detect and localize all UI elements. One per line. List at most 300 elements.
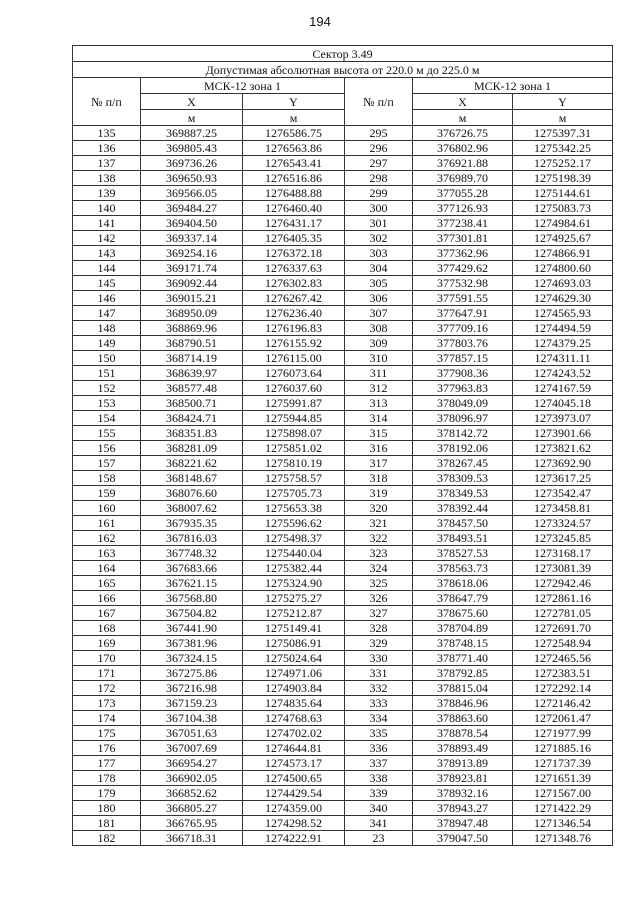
- point-number-right: 297: [345, 156, 413, 171]
- table-row: [73, 306, 613, 321]
- x-coord-left: 369887.25: [141, 126, 243, 141]
- x-coord-right: 378748.15: [413, 636, 513, 651]
- y-coord-left: 1275275.27: [243, 591, 345, 606]
- table-row: [73, 756, 613, 771]
- page-number: 194: [309, 14, 331, 29]
- y-header-right: Y: [513, 94, 613, 110]
- table-row: [73, 726, 613, 741]
- y-coord-right: 1274866.91: [513, 246, 613, 261]
- y-coord-left: 1275212.87: [243, 606, 345, 621]
- point-number-right: 337: [345, 756, 413, 771]
- point-number-left: 182: [73, 831, 141, 846]
- x-coord-right: 378349.53: [413, 486, 513, 501]
- y-coord-right: 1272781.05: [513, 606, 613, 621]
- x-coord-left: 368950.09: [141, 306, 243, 321]
- table-row: [73, 171, 613, 186]
- x-coord-left: 369254.16: [141, 246, 243, 261]
- y-coord-left: 1276115.00: [243, 351, 345, 366]
- point-number-right: 328: [345, 621, 413, 636]
- point-number-left: 169: [73, 636, 141, 651]
- y-coord-right: 1273245.85: [513, 531, 613, 546]
- table-row: [73, 561, 613, 576]
- point-number-right: 308: [345, 321, 413, 336]
- x-coord-left: 368076.60: [141, 486, 243, 501]
- x-coord-left: 368714.19: [141, 351, 243, 366]
- x-coord-right: 377238.41: [413, 216, 513, 231]
- x-coord-right: 378267.45: [413, 456, 513, 471]
- y-coord-left: 1275851.02: [243, 441, 345, 456]
- table-row: [73, 501, 613, 516]
- point-number-left: 175: [73, 726, 141, 741]
- x-coord-right: 378913.89: [413, 756, 513, 771]
- x-coord-right: 377055.28: [413, 186, 513, 201]
- table-row: [73, 486, 613, 501]
- y-coord-right: 1273324.57: [513, 516, 613, 531]
- y-coord-right: 1271422.29: [513, 801, 613, 816]
- y-coord-left: 1276337.63: [243, 261, 345, 276]
- table-row: [73, 801, 613, 816]
- height-range-title: Допустимая абсолютная высота от 220.0 м до 225.0 м: [73, 62, 613, 78]
- point-number-right: 322: [345, 531, 413, 546]
- point-number-right: 336: [345, 741, 413, 756]
- point-number-left: 136: [73, 141, 141, 156]
- x-coord-left: 368007.62: [141, 501, 243, 516]
- coordinates-table: [72, 45, 613, 846]
- point-number-left: 135: [73, 126, 141, 141]
- x-coord-left: 366765.95: [141, 816, 243, 831]
- x-coord-left: 367816.03: [141, 531, 243, 546]
- table-row: [73, 276, 613, 291]
- table-row: [73, 531, 613, 546]
- y-coord-right: 1274800.60: [513, 261, 613, 276]
- y-coord-left: 1274222.91: [243, 831, 345, 846]
- point-number-right: 317: [345, 456, 413, 471]
- y-coord-left: 1275758.57: [243, 471, 345, 486]
- point-number-right: 339: [345, 786, 413, 801]
- x-coord-right: 377429.62: [413, 261, 513, 276]
- y-coord-left: 1275898.07: [243, 426, 345, 441]
- point-number-left: 164: [73, 561, 141, 576]
- x-coord-left: 366954.27: [141, 756, 243, 771]
- y-coord-right: 1271567.00: [513, 786, 613, 801]
- point-number-right: 324: [345, 561, 413, 576]
- y-coord-left: 1276302.83: [243, 276, 345, 291]
- y-coord-right: 1275252.17: [513, 156, 613, 171]
- point-number-right: 306: [345, 291, 413, 306]
- x-coord-right: 377803.76: [413, 336, 513, 351]
- point-number-left: 172: [73, 681, 141, 696]
- x-coord-right: 376726.75: [413, 126, 513, 141]
- y-coord-right: 1272061.47: [513, 711, 613, 726]
- y-coord-left: 1274573.17: [243, 756, 345, 771]
- x-coord-left: 367441.90: [141, 621, 243, 636]
- table-row: [73, 321, 613, 336]
- table-row: [73, 336, 613, 351]
- point-number-left: 140: [73, 201, 141, 216]
- x-coord-left: 366902.05: [141, 771, 243, 786]
- point-number-right: 311: [345, 366, 413, 381]
- y-coord-left: 1275991.87: [243, 396, 345, 411]
- y-coord-left: 1276488.88: [243, 186, 345, 201]
- y-coord-right: 1275198.39: [513, 171, 613, 186]
- x-coord-right: 378878.54: [413, 726, 513, 741]
- point-number-left: 155: [73, 426, 141, 441]
- point-number-right: 296: [345, 141, 413, 156]
- x-coord-left: 367216.98: [141, 681, 243, 696]
- y-coord-right: 1274243.52: [513, 366, 613, 381]
- point-number-left: 163: [73, 546, 141, 561]
- point-number-left: 137: [73, 156, 141, 171]
- x-coord-left: 368148.67: [141, 471, 243, 486]
- x-coord-left: 367007.69: [141, 741, 243, 756]
- point-number-left: 141: [73, 216, 141, 231]
- x-coord-right: 377126.93: [413, 201, 513, 216]
- point-number-right: 334: [345, 711, 413, 726]
- x-coord-right: 377963.83: [413, 381, 513, 396]
- point-number-left: 148: [73, 321, 141, 336]
- x-coord-right: 378771.40: [413, 651, 513, 666]
- x-coord-left: 369484.27: [141, 201, 243, 216]
- y-coord-left: 1275596.62: [243, 516, 345, 531]
- y-coord-left: 1275705.73: [243, 486, 345, 501]
- point-number-left: 142: [73, 231, 141, 246]
- table-row: [73, 621, 613, 636]
- table-row: [73, 126, 613, 141]
- point-number-right: 330: [345, 651, 413, 666]
- y-coord-right: 1271737.39: [513, 756, 613, 771]
- unit-x-left: м: [141, 110, 243, 126]
- col-index-header-left: № п/п: [73, 78, 141, 126]
- point-number-left: 149: [73, 336, 141, 351]
- x-coord-left: 369736.26: [141, 156, 243, 171]
- point-number-left: 162: [73, 531, 141, 546]
- point-number-left: 151: [73, 366, 141, 381]
- point-number-right: 299: [345, 186, 413, 201]
- point-number-right: 333: [345, 696, 413, 711]
- y-coord-left: 1274768.63: [243, 711, 345, 726]
- y-coord-left: 1275653.38: [243, 501, 345, 516]
- point-number-right: 318: [345, 471, 413, 486]
- table-row: [73, 411, 613, 426]
- y-coord-right: 1274311.11: [513, 351, 613, 366]
- x-coord-left: 369566.05: [141, 186, 243, 201]
- y-coord-right: 1272146.42: [513, 696, 613, 711]
- table-row: [73, 291, 613, 306]
- y-coord-left: 1274644.81: [243, 741, 345, 756]
- y-coord-left: 1276267.42: [243, 291, 345, 306]
- point-number-right: 295: [345, 126, 413, 141]
- x-coord-right: 376989.70: [413, 171, 513, 186]
- y-coord-left: 1275324.90: [243, 576, 345, 591]
- y-coord-right: 1272691.70: [513, 621, 613, 636]
- x-coord-right: 378527.53: [413, 546, 513, 561]
- y-coord-left: 1275382.44: [243, 561, 345, 576]
- x-coord-right: 376921.88: [413, 156, 513, 171]
- y-coord-left: 1276037.60: [243, 381, 345, 396]
- y-coord-left: 1276460.40: [243, 201, 345, 216]
- x-coord-left: 369337.14: [141, 231, 243, 246]
- point-number-right: 331: [345, 666, 413, 681]
- y-coord-left: 1276236.40: [243, 306, 345, 321]
- y-coord-right: 1273458.81: [513, 501, 613, 516]
- table-row: [73, 516, 613, 531]
- x-coord-left: 368869.96: [141, 321, 243, 336]
- point-number-left: 171: [73, 666, 141, 681]
- table-row: [73, 666, 613, 681]
- x-coord-right: 378457.50: [413, 516, 513, 531]
- x-coord-right: 378392.44: [413, 501, 513, 516]
- system-header-right: МСК-12 зона 1: [413, 78, 613, 94]
- x-coord-right: 377362.96: [413, 246, 513, 261]
- y-coord-right: 1272383.51: [513, 666, 613, 681]
- y-coord-left: 1275810.19: [243, 456, 345, 471]
- x-coord-left: 367381.96: [141, 636, 243, 651]
- point-number-left: 180: [73, 801, 141, 816]
- y-coord-right: 1274629.30: [513, 291, 613, 306]
- x-coord-right: 378309.53: [413, 471, 513, 486]
- y-coord-left: 1275440.04: [243, 546, 345, 561]
- y-coord-left: 1275024.64: [243, 651, 345, 666]
- point-number-right: 319: [345, 486, 413, 501]
- y-coord-left: 1274702.02: [243, 726, 345, 741]
- point-number-left: 153: [73, 396, 141, 411]
- y-coord-right: 1274693.03: [513, 276, 613, 291]
- x-coord-left: 367568.80: [141, 591, 243, 606]
- y-coord-left: 1276586.75: [243, 126, 345, 141]
- table-row: [73, 141, 613, 156]
- point-number-left: 166: [73, 591, 141, 606]
- x-coord-right: 378142.72: [413, 426, 513, 441]
- table-row: [73, 231, 613, 246]
- x-coord-right: 378493.51: [413, 531, 513, 546]
- y-coord-right: 1274565.93: [513, 306, 613, 321]
- x-header-right: X: [413, 94, 513, 110]
- point-number-right: 314: [345, 411, 413, 426]
- point-number-right: 23: [345, 831, 413, 846]
- point-number-left: 181: [73, 816, 141, 831]
- x-coord-right: 378863.60: [413, 711, 513, 726]
- y-coord-right: 1272942.46: [513, 576, 613, 591]
- y-coord-left: 1275498.37: [243, 531, 345, 546]
- table-row: [73, 711, 613, 726]
- x-coord-right: 378192.06: [413, 441, 513, 456]
- x-coord-right: 378893.49: [413, 741, 513, 756]
- y-coord-left: 1276073.64: [243, 366, 345, 381]
- x-coord-left: 369092.44: [141, 276, 243, 291]
- point-number-left: 157: [73, 456, 141, 471]
- point-number-right: 304: [345, 261, 413, 276]
- x-coord-left: 367104.38: [141, 711, 243, 726]
- y-coord-right: 1273692.90: [513, 456, 613, 471]
- table-row: [73, 441, 613, 456]
- x-coord-right: 378932.16: [413, 786, 513, 801]
- x-coord-left: 368221.62: [141, 456, 243, 471]
- x-coord-right: 378923.81: [413, 771, 513, 786]
- sector-title: Сектор 3.49: [73, 46, 613, 62]
- y-coord-right: 1273973.07: [513, 411, 613, 426]
- y-coord-right: 1272548.94: [513, 636, 613, 651]
- col-index-header-right: № п/п: [345, 78, 413, 126]
- point-number-right: 315: [345, 426, 413, 441]
- y-coord-left: 1275944.85: [243, 411, 345, 426]
- y-header-left: Y: [243, 94, 345, 110]
- point-number-left: 159: [73, 486, 141, 501]
- table-row: [73, 381, 613, 396]
- y-coord-right: 1271977.99: [513, 726, 613, 741]
- point-number-left: 145: [73, 276, 141, 291]
- y-coord-left: 1274971.06: [243, 666, 345, 681]
- y-coord-right: 1275083.73: [513, 201, 613, 216]
- table-row: [73, 426, 613, 441]
- y-coord-left: 1276516.86: [243, 171, 345, 186]
- y-coord-right: 1273081.39: [513, 561, 613, 576]
- x-coord-right: 377301.81: [413, 231, 513, 246]
- y-coord-right: 1271651.39: [513, 771, 613, 786]
- x-coord-left: 368351.83: [141, 426, 243, 441]
- y-coord-left: 1276405.35: [243, 231, 345, 246]
- point-number-left: 143: [73, 246, 141, 261]
- y-coord-right: 1273821.62: [513, 441, 613, 456]
- point-number-left: 144: [73, 261, 141, 276]
- point-number-right: 316: [345, 441, 413, 456]
- unit-y-left: м: [243, 110, 345, 126]
- y-coord-left: 1276155.92: [243, 336, 345, 351]
- y-coord-left: 1276196.83: [243, 321, 345, 336]
- table-row: [73, 606, 613, 621]
- point-number-left: 138: [73, 171, 141, 186]
- point-number-left: 174: [73, 711, 141, 726]
- x-coord-right: 378096.97: [413, 411, 513, 426]
- y-coord-right: 1274045.18: [513, 396, 613, 411]
- point-number-left: 167: [73, 606, 141, 621]
- y-coord-left: 1276543.41: [243, 156, 345, 171]
- point-number-left: 152: [73, 381, 141, 396]
- point-number-right: 301: [345, 216, 413, 231]
- point-number-right: 312: [345, 381, 413, 396]
- x-coord-left: 368577.48: [141, 381, 243, 396]
- x-coord-left: 367748.32: [141, 546, 243, 561]
- point-number-right: 300: [345, 201, 413, 216]
- point-number-left: 158: [73, 471, 141, 486]
- x-coord-left: 368500.71: [141, 396, 243, 411]
- y-coord-right: 1271348.76: [513, 831, 613, 846]
- point-number-right: 303: [345, 246, 413, 261]
- x-coord-left: 368281.09: [141, 441, 243, 456]
- point-number-right: 327: [345, 606, 413, 621]
- table-row: [73, 831, 613, 846]
- x-coord-left: 366805.27: [141, 801, 243, 816]
- table-row: [73, 216, 613, 231]
- y-coord-right: 1273168.17: [513, 546, 613, 561]
- y-coord-right: 1274925.67: [513, 231, 613, 246]
- point-number-right: 341: [345, 816, 413, 831]
- y-coord-right: 1272292.14: [513, 681, 613, 696]
- x-coord-right: 378943.27: [413, 801, 513, 816]
- x-coord-left: 369650.93: [141, 171, 243, 186]
- y-coord-right: 1274984.61: [513, 216, 613, 231]
- point-number-left: 170: [73, 651, 141, 666]
- y-coord-left: 1274298.52: [243, 816, 345, 831]
- unit-y-right: м: [513, 110, 613, 126]
- table-row: [73, 456, 613, 471]
- table-row: [73, 246, 613, 261]
- x-coord-left: 367324.15: [141, 651, 243, 666]
- table-row: [73, 201, 613, 216]
- table-row: [73, 696, 613, 711]
- x-coord-left: 368790.51: [141, 336, 243, 351]
- y-coord-right: 1273901.66: [513, 426, 613, 441]
- point-number-left: 165: [73, 576, 141, 591]
- x-coord-left: 366852.62: [141, 786, 243, 801]
- x-coord-right: 377647.91: [413, 306, 513, 321]
- x-coord-right: 377591.55: [413, 291, 513, 306]
- x-coord-right: 378704.89: [413, 621, 513, 636]
- point-number-right: 313: [345, 396, 413, 411]
- x-coord-right: 378815.04: [413, 681, 513, 696]
- y-coord-left: 1274359.00: [243, 801, 345, 816]
- x-coord-left: 369404.50: [141, 216, 243, 231]
- point-number-left: 147: [73, 306, 141, 321]
- point-number-left: 160: [73, 501, 141, 516]
- point-number-left: 176: [73, 741, 141, 756]
- y-coord-left: 1276563.86: [243, 141, 345, 156]
- y-coord-right: 1271885.16: [513, 741, 613, 756]
- x-coord-right: 378792.85: [413, 666, 513, 681]
- point-number-right: 309: [345, 336, 413, 351]
- table-row: [73, 816, 613, 831]
- table-row: [73, 741, 613, 756]
- x-coord-right: 378675.60: [413, 606, 513, 621]
- y-coord-right: 1275144.61: [513, 186, 613, 201]
- table-row: [73, 351, 613, 366]
- y-coord-left: 1276431.17: [243, 216, 345, 231]
- point-number-right: 323: [345, 546, 413, 561]
- x-coord-left: 368424.71: [141, 411, 243, 426]
- x-coord-right: 378618.06: [413, 576, 513, 591]
- y-coord-left: 1274835.64: [243, 696, 345, 711]
- point-number-right: 305: [345, 276, 413, 291]
- x-coord-left: 367504.82: [141, 606, 243, 621]
- x-coord-right: 378846.96: [413, 696, 513, 711]
- table-row: [73, 186, 613, 201]
- x-coord-left: 368639.97: [141, 366, 243, 381]
- table-row: [73, 156, 613, 171]
- y-coord-right: 1274494.59: [513, 321, 613, 336]
- x-header-left: X: [141, 94, 243, 110]
- x-coord-left: 367159.23: [141, 696, 243, 711]
- x-coord-left: 367683.66: [141, 561, 243, 576]
- point-number-right: 329: [345, 636, 413, 651]
- y-coord-left: 1274429.54: [243, 786, 345, 801]
- x-coord-left: 369015.21: [141, 291, 243, 306]
- x-coord-right: 376802.96: [413, 141, 513, 156]
- x-coord-right: 379047.50: [413, 831, 513, 846]
- point-number-left: 156: [73, 441, 141, 456]
- point-number-left: 179: [73, 786, 141, 801]
- table-row: [73, 576, 613, 591]
- y-coord-right: 1274379.25: [513, 336, 613, 351]
- point-number-left: 173: [73, 696, 141, 711]
- x-coord-left: 367275.86: [141, 666, 243, 681]
- y-coord-right: 1275342.25: [513, 141, 613, 156]
- point-number-right: 321: [345, 516, 413, 531]
- x-coord-right: 377908.36: [413, 366, 513, 381]
- x-coord-right: 378049.09: [413, 396, 513, 411]
- y-coord-right: 1274167.59: [513, 381, 613, 396]
- x-coord-left: 367621.15: [141, 576, 243, 591]
- point-number-right: 335: [345, 726, 413, 741]
- x-coord-right: 377709.16: [413, 321, 513, 336]
